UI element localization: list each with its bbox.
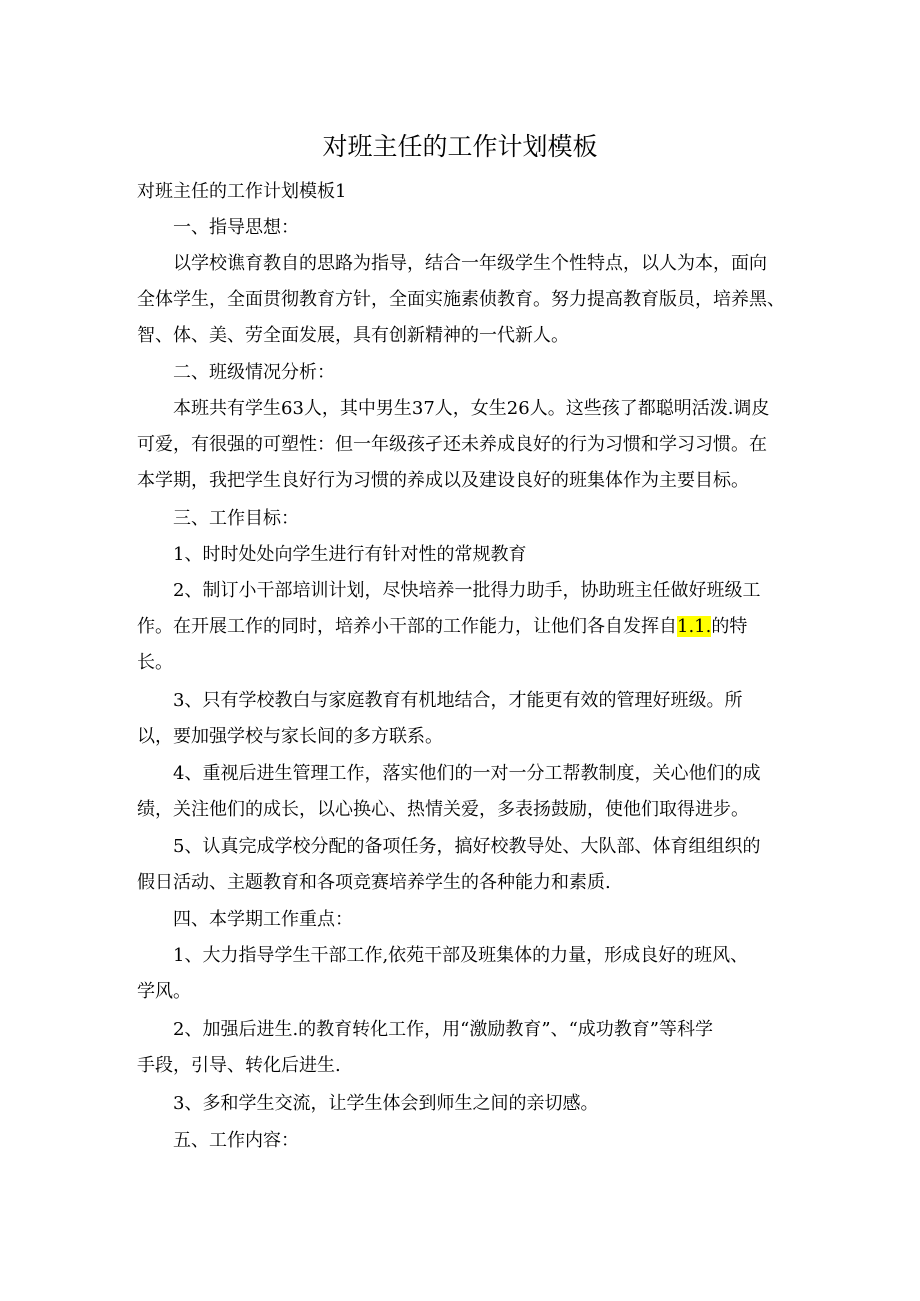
paragraph-line: 可爱，有很强的可塑性：但一年级孩孑还未养成良好的行为习惯和学习习惯。在 bbox=[137, 434, 767, 455]
list-item-continuation bbox=[137, 615, 797, 639]
list-item: 1、大力指导学生干部工作,依苑干部及班集体的力量，形成良好的班风、 bbox=[173, 945, 749, 966]
highlighted-text: 1.1. bbox=[677, 616, 712, 637]
paragraph-line: 本学期，我把学生良好行为习惯的养成以及建设良好的班集体作为主要目标。 bbox=[137, 470, 749, 491]
paragraph-line: 智、体、美、劳全面发展，具有创新精神的一代新人。 bbox=[137, 325, 569, 346]
text-run: 的特 bbox=[711, 616, 748, 637]
list-item-continuation: 学风。 bbox=[137, 981, 191, 1002]
list-item: 3、只有学校教白与家庭教育有机地结合，才能更有效的管理好班级。所 bbox=[173, 690, 743, 711]
paragraph-line: 本班共有学生63人，其中男生37人，女生26人。这些孩了都聪明活泼.调皮 bbox=[173, 398, 770, 419]
document-subtitle: 对班主任的工作计划模板1 bbox=[137, 181, 347, 202]
section-heading-1: 一、指导思想： bbox=[173, 217, 299, 238]
list-item: 1、时时处处向学生进行有针对性的常规教育 bbox=[173, 544, 527, 565]
list-item: 3、多和学生交流，让学生体会到师生之间的亲切感。 bbox=[173, 1093, 599, 1114]
list-item-continuation: 长。 bbox=[137, 652, 173, 673]
section-heading-4: 四、本学期工作重点： bbox=[173, 909, 353, 930]
paragraph-line: 以学校谯育教自的思路为指导，结合一年级学生个性特点，以人为本，面向 bbox=[173, 253, 767, 274]
list-item-continuation: 假日活动、主题教育和各项竞赛培养学生的各种能力和素质. bbox=[137, 872, 611, 893]
list-item: 4、重视后进生管理工作，落实他们的一对一分工帮教制度，关心他们的成 bbox=[173, 763, 761, 784]
section-heading-3: 三、工作目标： bbox=[173, 508, 299, 529]
paragraph-line: 全体学生，全面贯彻教育方针，全面实施素侦教育。努力提高教育版员，培养黑、 bbox=[137, 289, 785, 310]
section-heading-2: 二、班级情况分析： bbox=[173, 362, 335, 383]
list-item-continuation: 以，要加强学校与家长间的多方联系。 bbox=[137, 726, 443, 747]
list-item-continuation: 手段，引导、转化后进生. bbox=[137, 1055, 341, 1076]
list-item: 2、加强后进生.的教育转化工作，用“激励教育”、“成功教育”等科学 bbox=[173, 1019, 713, 1040]
list-item-continuation: 绩，关注他们的成长，以心换心、热情关爱，多表扬鼓励，使他们取得进步。 bbox=[137, 799, 749, 820]
list-item: 2、制订小干部培训计划，尽快培养一批得力助手，协助班主任做好班级工 bbox=[173, 580, 761, 601]
document-title: 对班主任的工作计划模板 bbox=[322, 132, 598, 161]
list-item: 5、认真完成学校分配的备项任务，搞好校教导处、大队部、体育组组织的 bbox=[173, 836, 761, 857]
text-run: 作。在开展工作的同时，培养小干部的工作能力，让他们各自发挥自 bbox=[137, 616, 677, 637]
section-heading-5: 五、工作内容： bbox=[173, 1130, 299, 1151]
